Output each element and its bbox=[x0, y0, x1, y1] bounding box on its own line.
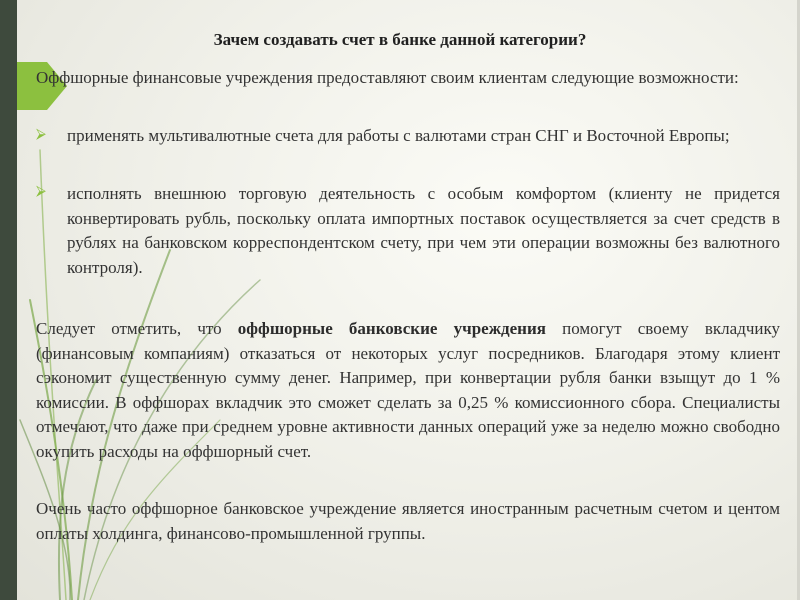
paragraph-2-rest: помогут своему вкладчику (финансовым компаниям) отказаться от некоторых услуг посредников. Благодаря этому клиент сэкономит существенную сумму денег. Например, при конвертации рубля банки взыщут до 1 % комиссии. В оффшорах вкладчик это сможет сделать за 0,25 % комиссионного сбора. Специалисты отмечают, что даже при среднем уровне активности данных операций уже за неделю можно свободно окупить расходы на оффшорный счет. bbox=[36, 319, 781, 461]
paragraph-offshore-benefits bbox=[36, 317, 780, 464]
bullet-arrow-icon: ⮚ bbox=[36, 183, 46, 199]
paragraph-2-bold: оффшорные банковские учреждения bbox=[237, 319, 546, 338]
bullet-item-2: исполнять внешнюю торговую деятельность с особым комфортом (клиенту не придется конвертировать рубль, поскольку оплата импортных поставок осуществляется за счет средств в рублях на банковском корреспондентском счету, при чем эти операции возможны без валютного контроля). bbox=[67, 184, 780, 277]
bullet-arrow-icon: ⮚ bbox=[36, 126, 46, 142]
left-dark-band bbox=[0, 0, 17, 600]
paragraph-holding-center: Очень часто оффшорное банковское учреждение является иностранным расчетным счетом и центом оплаты холдинга, финансово-промышленной группы. bbox=[36, 499, 780, 543]
paragraph-2-lead: Следует отметить, что bbox=[36, 319, 238, 338]
bullet-item-1: применять мультивалютные счета для работы с валютами стран СНГ и Восточной Европы; bbox=[67, 126, 730, 145]
intro-paragraph: Оффшорные финансовые учреждения предоставляют своим клиентам следующие возможности: bbox=[36, 68, 739, 87]
slide-title: Зачем создавать счет в банке данной категории? bbox=[213, 30, 587, 49]
